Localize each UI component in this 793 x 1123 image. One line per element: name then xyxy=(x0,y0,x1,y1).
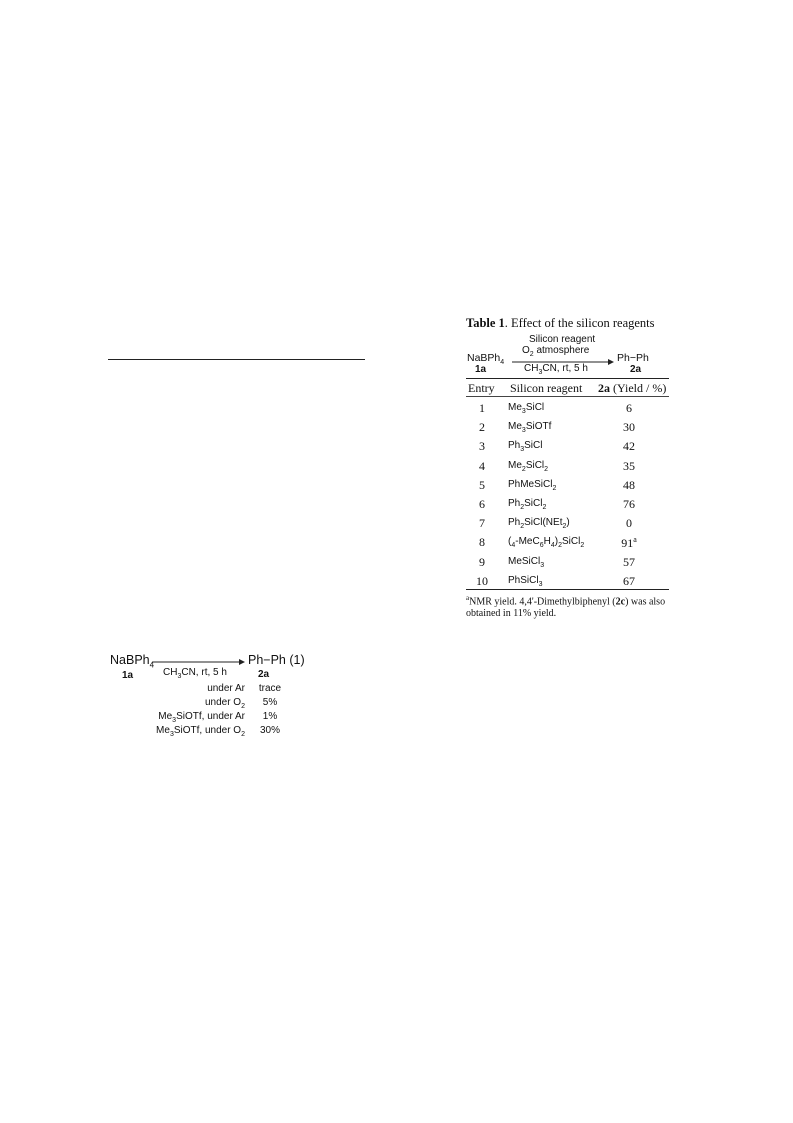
scheme-condition-label: $Me_3SiOTf$, under $O_2$ xyxy=(156,725,245,738)
table-scheme-product: Ph−Ph xyxy=(617,352,649,364)
scheme-condition-row xyxy=(0,683,793,697)
table-scheme-conditions: $CH_3CN$, rt, 5 h xyxy=(524,363,588,376)
scheme-equation-number: (1) xyxy=(289,653,305,667)
scheme-condition-yield: 5% xyxy=(262,697,278,708)
table-cell-reagent: $Me_3SiCl$ xyxy=(508,402,545,415)
table-scheme-reactant: NaBPh$_4$ xyxy=(467,352,505,367)
table-cell-entry: 3 xyxy=(479,439,485,454)
table-row xyxy=(466,495,669,514)
table-row xyxy=(466,514,669,533)
footnote-mark: a xyxy=(466,594,470,602)
scheme-condition-label: under Ar xyxy=(207,683,245,694)
table-cell-reagent: $Ph_3SiCl$ xyxy=(508,440,543,454)
table-cell-reagent: $(_4-MeC_6H_4)_2SiCl_2$ xyxy=(508,536,585,550)
scheme-condition-yield: trace xyxy=(258,683,282,694)
table-cell-yield: 91$^a$ xyxy=(621,535,637,551)
table-cell-reagent: $Me_2SiCl_2$ xyxy=(508,459,549,473)
table-cell-reagent: $Ph_2SiCl_2$ xyxy=(508,498,547,511)
footnote-compound: 2c xyxy=(615,596,626,608)
table-top-rule xyxy=(466,378,669,379)
table-caption-text: . Effect of the silicon reagents xyxy=(504,316,655,330)
table-cell-entry: 1 xyxy=(479,401,485,415)
table-row xyxy=(466,437,669,456)
table-header-yield-compound: 2a xyxy=(598,381,610,395)
table-header-reagent: Silicon reagent xyxy=(510,381,583,395)
table-caption xyxy=(466,316,655,331)
table-bottom-rule xyxy=(466,589,669,590)
table-footnote xyxy=(466,592,676,620)
table-cell-yield: 30 xyxy=(623,420,635,435)
table-header-entry: Entry xyxy=(468,381,495,395)
scheme-reactant-number: 1a xyxy=(122,670,134,681)
table-cell-yield: 67 xyxy=(623,573,635,588)
scheme-condition-label: under $O_2$ xyxy=(204,697,245,710)
table-row xyxy=(466,553,669,572)
table-cell-reagent: MeSiCl$_3$ xyxy=(508,555,545,569)
footnote-text-1: NMR yield. 4,4'-Dimethylbiphenyl ( xyxy=(469,596,616,608)
table-row xyxy=(466,476,669,495)
table-cell-yield: 0 xyxy=(626,516,632,531)
scheme-product-formula: Ph−Ph xyxy=(248,653,286,667)
scheme-condition-label: $Me_3SiOTf$, under Ar xyxy=(158,711,245,724)
table-cell-yield: 57 xyxy=(623,554,635,569)
table-scheme-atmosphere-label: $O_2$ atmosphere xyxy=(522,345,590,358)
table-cell-yield: 42 xyxy=(623,439,635,454)
table-cell-reagent: PhSiCl$_3$ xyxy=(508,574,543,588)
table-cell-entry: 8 xyxy=(479,535,485,550)
table-row xyxy=(466,572,669,591)
table-cell-reagent: PhMeSiCl$_2$ xyxy=(508,478,557,492)
scheme-condition-row xyxy=(0,711,793,725)
table-row xyxy=(466,533,669,552)
table-cell-reagent: $Ph_2SiCl(NEt_2)$ xyxy=(508,517,570,531)
section-divider xyxy=(108,359,365,360)
table-row xyxy=(466,457,669,476)
table-cell-entry: 9 xyxy=(479,554,485,569)
scheme-condition-yield: 1% xyxy=(262,711,278,722)
scheme-reactant: NaBPh$_4$ xyxy=(110,653,155,670)
table-header-yield xyxy=(598,381,666,396)
scheme-condition-row xyxy=(0,725,793,739)
table-cell-entry: 10 xyxy=(476,573,488,588)
table-cell-entry: 5 xyxy=(479,477,485,492)
scheme-condition-row xyxy=(0,697,793,711)
table-header-rule xyxy=(466,396,669,397)
table-cell-entry: 6 xyxy=(479,497,485,511)
table-header-yield-unit: (Yield / %) xyxy=(610,381,667,395)
table-cell-yield: 76 xyxy=(623,497,635,511)
table-scheme-reagent-label: Silicon reagent xyxy=(529,334,596,345)
scheme-product-number: 2a xyxy=(258,669,270,680)
table-cell-yield: 35 xyxy=(623,458,635,473)
footnote-text-2: ) was also obtained in 11% yield. xyxy=(466,596,666,620)
scheme-product xyxy=(248,653,305,667)
scheme-conditions: $CH_3CN$, rt, 5 h xyxy=(163,667,227,680)
table-row xyxy=(466,418,669,437)
table-cell-entry: 4 xyxy=(479,458,485,473)
table-cell-reagent: $Me_3SiOTf$ xyxy=(508,421,552,435)
table-row xyxy=(466,399,669,418)
table-caption-label: Table 1 xyxy=(466,316,505,330)
table-cell-entry: 7 xyxy=(479,516,485,531)
table-cell-entry: 2 xyxy=(479,420,485,435)
table-cell-yield: 48 xyxy=(623,477,635,492)
table-cell-yield: 6 xyxy=(626,401,632,415)
scheme-arrow-icon xyxy=(153,658,245,666)
table-scheme-reactant-number: 1a xyxy=(475,364,487,375)
scheme-condition-yield: 30% xyxy=(259,725,280,736)
table-scheme-product-number: 2a xyxy=(630,364,642,375)
table-cell-yield-note: a xyxy=(633,535,637,545)
